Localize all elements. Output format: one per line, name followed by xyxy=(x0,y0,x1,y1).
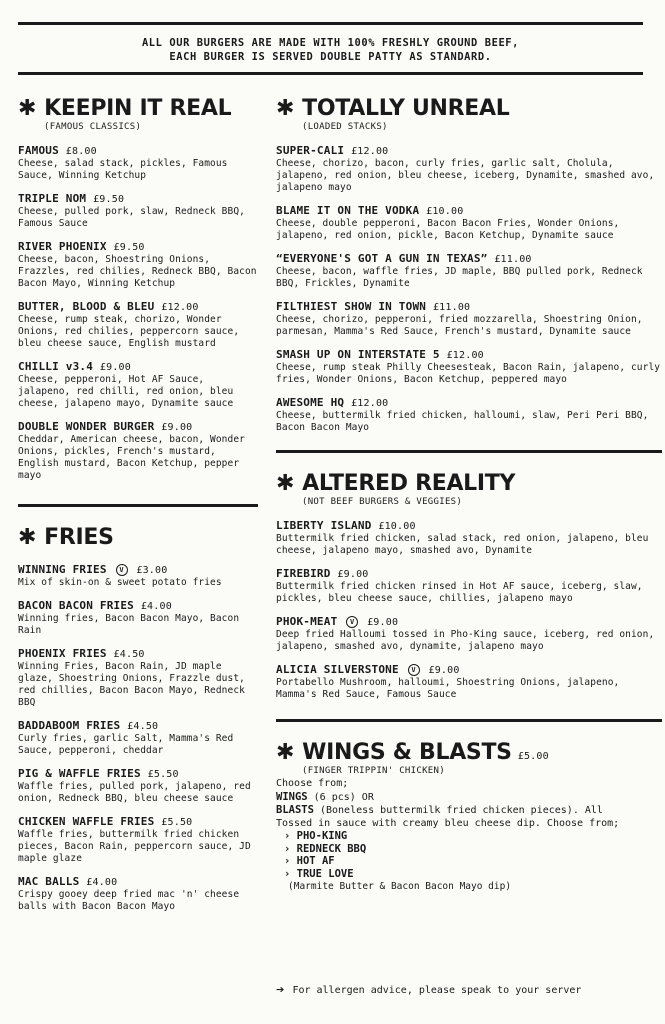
menu-item xyxy=(18,563,258,589)
menu-item-description: Buttermilk fried chicken rinsed in Hot AF sauce, iceberg, slaw, pickles, bleu cheese sauce, chillies, jalapeno mayo xyxy=(276,581,643,604)
menu-item-header xyxy=(18,599,258,613)
menu-item-price: £4.50 xyxy=(127,721,159,732)
dip-note: (Marmite Butter & Bacon Bacon Mayo dip) xyxy=(288,881,512,892)
menu-item-price: £5.50 xyxy=(147,769,179,780)
wings-choose: Choose from; xyxy=(276,778,349,789)
menu-item-price: £4.00 xyxy=(140,601,172,612)
menu-item-price: £9.00 xyxy=(99,362,131,373)
menu-item-price: £8.00 xyxy=(65,146,97,157)
menu-item-header xyxy=(18,815,258,829)
menu-item-description: Crispy gooey deep fried mac 'n' cheese balls with Bacon Bacon Mayo xyxy=(18,889,240,912)
menu-item-description: Cheese, rump steak Philly Cheesesteak, Bacon Rain, jalapeno, curly fries, Wonder Onions, Bacon Ketchup, peppered mayo xyxy=(276,362,661,385)
menu-item xyxy=(276,567,662,605)
wing-sauce-option-label: PHO-KING xyxy=(296,830,348,842)
menu-item-header xyxy=(276,663,662,677)
menu-item xyxy=(18,420,258,482)
banner-rule xyxy=(18,72,643,75)
menu-item-header xyxy=(18,767,258,781)
menu-item-description: Buttermilk fried chicken, salad stack, red onion, jalapeno, bleu cheese, jalapeno mayo, smashed avo, Dynamite xyxy=(276,533,649,556)
section-title-text: ALTERED REALITY xyxy=(302,471,516,496)
menu-item-description: Cheese, chorizo, bacon, curly fries, garlic salt, Cholula, jalapeno, red onion, bleu cheese, iceberg, Dynamite, smashed avo, jalapeno mayo xyxy=(276,158,655,193)
menu-item-description: Waffle fries, buttermilk fried chicken pieces, Bacon Rain, peppercorn sauce, JD maple glaze xyxy=(18,829,251,864)
menu-item-description: Cheese, pepperoni, Hot AF Sauce, jalapeno, red chilli, red onion, bleu cheese, jalapeno mayo, Dynamite sauce xyxy=(18,374,234,409)
allergen-note xyxy=(276,982,581,998)
menu-item-header xyxy=(276,519,662,533)
menu-item-header xyxy=(18,563,258,577)
menu-item-description: Cheese, salad stack, pickles, Famous Sauce, Winning Ketchup xyxy=(18,158,228,181)
wing-sauce-option-label: TRUE LOVE xyxy=(296,867,354,880)
blasts-detail-2: Tossed in sauce with creamy bleu cheese dip. Choose from; xyxy=(276,817,620,829)
section-title-fries xyxy=(18,525,258,551)
menu-item-name: ALICIA SILVERSTONE xyxy=(276,663,399,676)
menu-item-description: Cheddar, American cheese, bacon, Wonder Onions, pickles, French's mustard, English mustard, Bacon Ketchup, pepper mayo xyxy=(18,434,245,481)
menu-item-name: PHOK-MEAT xyxy=(276,615,338,628)
menu-item-description: Winning Fries, Bacon Rain, JD maple glaze, Shoestring Onions, Frazzle dust, red chillies, Bacon Bacon Mayo, Redneck BBQ xyxy=(18,661,245,708)
section-title-wings xyxy=(276,740,662,766)
wing-sauce-option-label: HOT AF xyxy=(296,855,335,867)
menu-item-price: £12.00 xyxy=(351,398,389,409)
section-title-text: WINGS & BLASTS xyxy=(302,740,512,765)
menu-item-name: SMASH UP ON INTERSTATE 5 xyxy=(276,348,440,361)
section-title-unreal xyxy=(276,96,662,122)
menu-item-header xyxy=(18,360,258,374)
menu-item-price: £9.50 xyxy=(93,194,125,205)
menu-item-header xyxy=(18,420,258,434)
menu-item-name: CHICKEN WAFFLE FRIES xyxy=(18,815,155,828)
menu-item xyxy=(18,815,258,865)
menu-item-description: Cheese, double pepperoni, Bacon Bacon Fries, Wonder Onions, jalapeno, red onion, pickle, Bacon Ketchup, Dynamite sauce xyxy=(276,218,620,241)
menu-item-description: Cheese, bacon, Shoestring Onions, Frazzles, red chilies, Redneck BBQ, Bacon Bacon Mayo, Winning Ketchup xyxy=(18,254,257,289)
menu-item-name: BADDABOOM FRIES xyxy=(18,719,121,732)
menu-item-description: Mix of skin-on & sweet potato fries xyxy=(18,577,222,588)
menu-item-header xyxy=(18,719,258,733)
keepin-items xyxy=(18,144,258,482)
menu-item-price: £5.50 xyxy=(161,817,193,828)
menu-item-price: £12.00 xyxy=(351,146,389,157)
menu-item-header xyxy=(276,204,662,218)
menu-item-header xyxy=(18,192,258,206)
vegetarian-icon: V xyxy=(116,564,128,576)
allergen-text: For allergen advice, please speak to your server xyxy=(292,984,582,996)
section-subtitle: (FAMOUS CLASSICS) xyxy=(44,122,142,132)
blasts-label: BLASTS xyxy=(276,804,314,816)
menu-item-price: £4.00 xyxy=(86,877,118,888)
banner xyxy=(18,36,643,64)
menu-item-name: BLAME IT ON THE VODKA xyxy=(276,204,420,217)
wings-detail: (6 pcs) OR xyxy=(313,791,374,803)
menu-item-header xyxy=(276,252,662,266)
menu-item xyxy=(18,360,258,410)
menu-item-header xyxy=(18,875,258,889)
menu-item xyxy=(276,348,662,386)
section-divider xyxy=(276,450,662,453)
menu-item-description: Waffle fries, pulled pork, jalapeno, red onion, Redneck BBQ, bleu cheese sauce xyxy=(18,781,251,804)
menu-item-price: £4.50 xyxy=(113,649,145,660)
menu-item xyxy=(18,192,258,230)
menu-item-price: £9.50 xyxy=(113,242,145,253)
section-title-keepin xyxy=(18,96,258,122)
wing-sauce-option xyxy=(284,830,662,843)
section-divider xyxy=(276,719,662,722)
section-title-text: TOTALLY UNREAL xyxy=(302,96,510,121)
menu-item xyxy=(18,767,258,805)
altered-items xyxy=(276,519,662,701)
menu-item-price: £12.00 xyxy=(446,350,484,361)
blasts-row xyxy=(276,804,662,818)
menu-item-price: £11.00 xyxy=(432,302,471,313)
wing-sauce-option xyxy=(284,868,662,881)
chevron-right-icon: › xyxy=(284,855,297,867)
menu-item-header xyxy=(18,240,258,254)
section-divider xyxy=(18,504,258,507)
menu-item-description: Cheese, pulled pork, slaw, Redneck BBQ, Famous Sauce xyxy=(18,206,245,229)
menu-item xyxy=(276,519,662,557)
menu-item-price: £9.00 xyxy=(337,569,369,580)
menu-item-description: Cheese, bacon, waffle fries, JD maple, BBQ pulled pork, Redneck BBQ, Frickles, Dynamite xyxy=(276,266,643,289)
asterisk-star-icon: ✱ xyxy=(18,525,37,550)
asterisk-star-icon: ✱ xyxy=(18,96,37,121)
menu-item-name: AWESOME HQ xyxy=(276,396,345,409)
menu-item-description: Cheese, chorizo, pepperoni, fried mozzarella, Shoestring Onion, parmesan, Mamma's Red Sauce, French's mustard, Dynamite sauce xyxy=(276,314,643,337)
wing-sauce-option xyxy=(284,843,662,856)
menu-item-name: FILTHIEST SHOW IN TOWN xyxy=(276,300,427,313)
menu-item-name: MAC BALLS xyxy=(18,875,80,888)
section-title-text: KEEPIN IT REAL xyxy=(44,96,232,121)
menu-item xyxy=(276,615,662,653)
menu-item-name: FAMOUS xyxy=(18,144,59,157)
menu-item-description: Cheese, buttermilk fried chicken, halloumi, slaw, Peri Peri BBQ, Bacon Bacon Mayo xyxy=(276,410,649,433)
section-subtitle: (NOT BEEF BURGERS & VEGGIES) xyxy=(302,497,463,507)
menu-item-price: £12.00 xyxy=(161,302,199,313)
menu-item-description: Cheese, rump steak, chorizo, Wonder Onions, red chilies, peppercorn sauce, bleu cheese sauce, English mustard xyxy=(18,314,240,349)
menu-item-name: “EVERYONE'S GOT A GUN IN TEXAS” xyxy=(276,252,488,265)
menu-item-price: £9.00 xyxy=(367,617,399,628)
banner-line-2: EACH BURGER IS SERVED DOUBLE PATTY AS STANDARD. xyxy=(169,51,492,63)
right-column xyxy=(276,96,662,893)
vegetarian-icon: V xyxy=(408,664,420,676)
asterisk-star-icon: ✱ xyxy=(276,471,295,496)
menu-item xyxy=(276,144,662,194)
wing-sauce-option xyxy=(284,855,662,868)
menu-item-name: CHILLI v3.4 xyxy=(18,360,94,373)
menu-item-name: BUTTER, BLOOD & BLEU xyxy=(18,300,155,313)
menu-item-name: BACON BACON FRIES xyxy=(18,599,134,612)
menu-item-name: SUPER-CALI xyxy=(276,144,345,157)
menu-item-header xyxy=(276,615,662,629)
unreal-items xyxy=(276,144,662,434)
wing-sauce-option-label: REDNECK BBQ xyxy=(296,842,367,855)
menu-item-description: Portabello Mushroom, halloumi, Shoestring Onions, jalapeno, Mamma's Red Sauce, Famous Sauce xyxy=(276,677,620,700)
fries-items xyxy=(18,563,258,913)
menu-item xyxy=(276,252,662,290)
menu-item-name: PIG & WAFFLE FRIES xyxy=(18,767,141,780)
menu-item-header xyxy=(276,567,662,581)
wings-label: WINGS xyxy=(276,790,308,803)
menu-item-name: DOUBLE WONDER BURGER xyxy=(18,420,155,433)
menu-item xyxy=(18,719,258,757)
menu-item xyxy=(18,875,258,913)
menu-item-name: FIREBIRD xyxy=(276,567,331,580)
menu-item xyxy=(18,300,258,350)
menu-item-price: £10.00 xyxy=(426,206,464,217)
menu-item-header xyxy=(276,396,662,410)
menu-item xyxy=(276,663,662,701)
wings-row xyxy=(276,791,662,805)
menu-item xyxy=(276,204,662,242)
menu-item-header xyxy=(18,647,258,661)
menu-item-description: Deep fried Halloumi tossed in Pho-King sauce, iceberg, red onion, jalapeno, smashed avo, dynamite, jalapeno mayo xyxy=(276,629,655,652)
chevron-right-icon: › xyxy=(284,830,297,842)
arrow-right-icon: ➔ xyxy=(276,982,285,998)
menu-item-price: £11.00 xyxy=(494,254,532,265)
menu-item-description: Winning fries, Bacon Bacon Mayo, Bacon Rain xyxy=(18,613,240,636)
section-subtitle: (LOADED STACKS) xyxy=(302,122,388,132)
vegetarian-icon: V xyxy=(346,616,358,628)
left-column xyxy=(18,96,258,923)
menu-item-name: LIBERTY ISLAND xyxy=(276,519,372,532)
section-title-altered xyxy=(276,471,662,497)
menu-item-name: RIVER PHOENIX xyxy=(18,240,107,253)
menu-item-header xyxy=(18,300,258,314)
menu-item xyxy=(276,300,662,338)
menu-item-description: Curly fries, garlic Salt, Mamma's Red Sauce, pepperoni, cheddar xyxy=(18,733,234,756)
chevron-right-icon: › xyxy=(284,867,297,880)
top-rule xyxy=(18,22,643,25)
asterisk-star-icon: ✱ xyxy=(276,740,295,765)
menu-item-header xyxy=(18,144,258,158)
asterisk-star-icon: ✱ xyxy=(276,96,295,121)
menu-item xyxy=(18,240,258,290)
chevron-right-icon: › xyxy=(284,842,297,855)
menu-item xyxy=(18,599,258,637)
menu-item-name: PHOENIX FRIES xyxy=(18,647,107,660)
banner-line-1: ALL OUR BURGERS ARE MADE WITH 100% FRESHLY GROUND BEEF, xyxy=(141,37,520,49)
menu-item-name: TRIPLE NOM xyxy=(18,192,87,205)
section-subtitle: (FINGER TRIPPIN' CHICKEN) xyxy=(302,766,445,776)
menu-item xyxy=(18,144,258,182)
menu-item-header xyxy=(276,144,662,158)
menu-item xyxy=(276,396,662,434)
blasts-detail: (Boneless buttermilk fried chicken pieces). All xyxy=(319,805,603,816)
menu-item xyxy=(18,647,258,709)
menu-item-price: £9.00 xyxy=(428,665,460,676)
menu-item-name: WINNING FRIES xyxy=(18,563,107,576)
menu-item-header xyxy=(276,348,662,362)
menu-item-price: £10.00 xyxy=(378,521,416,532)
menu-item-header xyxy=(276,300,662,314)
menu-item-price: £3.00 xyxy=(136,565,168,576)
section-title-text: FRIES xyxy=(44,525,114,550)
wings-price: £5.00 xyxy=(517,750,549,762)
wing-sauce-options xyxy=(276,830,662,880)
menu-item-price: £9.00 xyxy=(161,422,193,433)
